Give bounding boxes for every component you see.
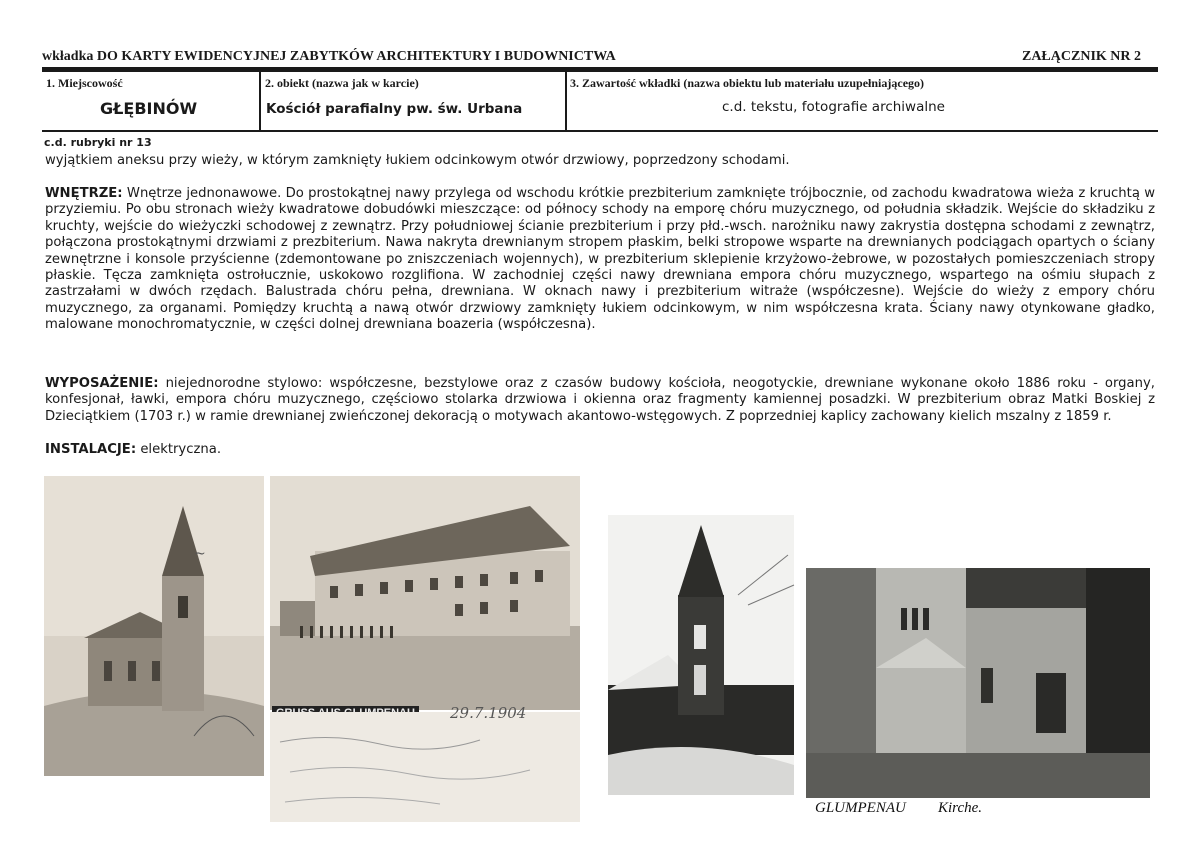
furnishing-text: niejednorodne stylowo: współczesne, bezstylowe oraz z czasów budowy kościoła, neogotyckie, drewniane wykonane około 1886 roku - organy, konfesjonał, ławki, empora chóru muzycznego, częściowo stolarka drzwiowa i okienna oraz fragmenty kamiennej posadzki. W prezbiterium obraz Matki Boskiej z Dzieciątkiem (1703 r.) w ramie drewnianej zwieńczonej dekoracją o motywach akantowo-wstęgowych. Z poprzedniej kaplicy zachowany kielich mszalny z 1859 r.: [45, 376, 1155, 424]
archival-photo-church-postcard: [44, 476, 264, 776]
installations-paragraph: [45, 442, 1155, 458]
postcard-date: 29.7.1904: [450, 704, 527, 722]
intro-paragraph: wyjątkiem aneksu przy wieży, w którym zamknięty łukiem odcinkowym otwór drzwiowy, poprzedzony schodami.: [45, 153, 790, 168]
postcard-handwritten-back: [270, 704, 580, 822]
form-title: wkładka DO KARTY EWIDENCYJNEJ ZABYTKÓW ARCHITEKTURY I BUDOWNICTWA: [42, 49, 616, 64]
archival-photo-church-winter: [608, 515, 794, 795]
locality-label: 1. Miejscowość: [46, 76, 123, 90]
annex-number: ZAŁĄCZNIK NR 2: [1021, 49, 1141, 64]
cell-divider: [259, 72, 261, 130]
interior-heading: WNĘTRZE:: [45, 186, 123, 201]
handwriting: ~: [194, 546, 206, 562]
interior-text: Wnętrze jednonawowe. Do prostokątnej nawy przylega od wschodu krótkie prezbiterium zamknięte trójbocznie, od zachodu kwadratowa wieża z kruchtą w przyziemiu. Po obu stronach wieży kwadratowe dobudówki mieszczące: od północy schody na emporę chóru muzycznego, od południa składzik. Wejście do składziku z kruchty, wejście do wieżyczki schodowej z zewnątrz. Przy południowej ścianie prezbiterium i przy płd.-wsch. narożniku nawy zakrystia dostępna schodami z zewnątrz, połączona prostokątnymi drzwiami z prezbiterium. Nawa nakryta drewnianym stropem płaskim, belki stropowe wsparte na drewnianych podciągach opartych o ściany zewnętrzne i konsole przyścienne (zdemontowane po zniszczeniach wojennych), w prezbiterium sklepienie krzyżowo-żebrowe, w pozostałych pomieszczeniach stropy płaskie. Tęcza zamknięta ostrołucznie, uskokowo rozglifiona. W zachodniej części nawy drewniana empora chóru muzycznego, wspartego na ośmiu słupach z zastrzałami w dwóch rzędach. Balustrada chóru pełna, drewniana. W oknach nawy i prezbiterium witraże (współczesne). Wejście do wieży z empory chóru muzycznego, za organami. Pomiędzy kruchtą a nawą otwór drzwiowy zamknięty łukiem odcinkowym, w nim współczesna krata. Ściany nawy otynkowane gładko, malowane monochromatycznie, w części dolnej drewniana boazeria (współczesna).: [45, 186, 1155, 333]
furnishing-paragraph: [45, 376, 1155, 425]
photo-caption-subject: Kirche.: [938, 800, 983, 816]
photo-caption-place: GLUMPENAU: [815, 800, 906, 816]
cell-divider: [565, 72, 567, 130]
content-value: c.d. tekstu, fotografie archiwalne: [722, 99, 945, 115]
archival-photo-village-postcard: [270, 476, 580, 710]
furnishing-heading: WYPOSAŻENIE:: [45, 376, 159, 391]
content-label: 3. Zawartość wkładki (nazwa obiektu lub materiału uzupełniającego): [570, 76, 925, 90]
interior-paragraph: [45, 186, 1155, 334]
continuation-label: c.d. rubryki nr 13: [44, 136, 152, 149]
locality-value: GŁĘBINÓW: [100, 99, 198, 118]
object-label: 2. obiekt (nazwa jak w karcie): [265, 76, 419, 90]
installations-heading: INSTALACJE:: [45, 442, 137, 457]
header-bottom-rule: [42, 130, 1158, 132]
object-value: Kościół parafialny pw. św. Urbana: [266, 101, 523, 117]
archival-photo-church-tower: [806, 568, 1150, 798]
installations-text: elektryczna.: [140, 442, 222, 457]
top-rule: [42, 67, 1158, 72]
